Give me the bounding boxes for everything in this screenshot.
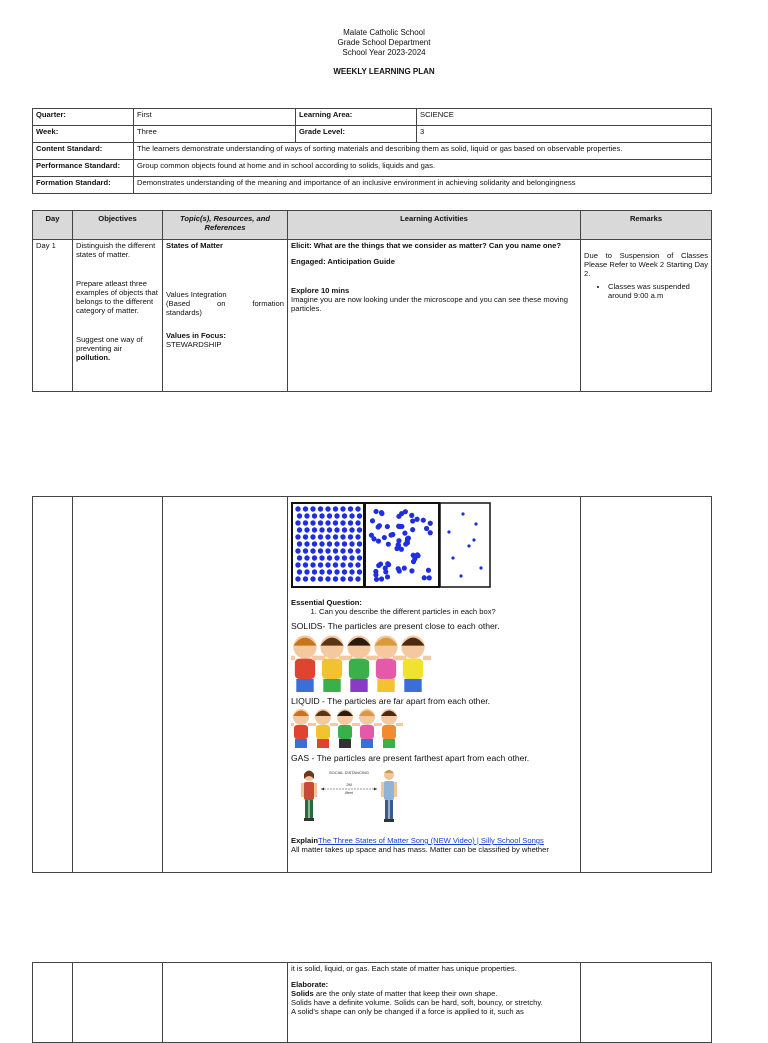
social-distancing-image [291,764,411,830]
arrow-right-icon [374,788,377,791]
solid-particle [297,541,302,546]
solid-particle [357,527,362,532]
solid-particle [334,541,339,546]
formation-standard-value: Demonstrates understanding of the meaning and importance of an inclusive environment in achieving solidarity and belongingness [134,177,712,194]
solid-particle [319,513,324,518]
solid-particle [348,548,353,553]
children-illustration [291,635,431,692]
liquid-particle [422,575,427,580]
solid-particle [334,527,339,532]
solid-particle [310,534,315,539]
formation-standard-label: Formation Standard: [33,177,134,194]
explain-label: Explain [291,836,319,845]
table-row [33,497,712,873]
child-icon [331,709,359,748]
continuation-table-2 [32,962,712,1043]
liquid-particle [370,518,375,523]
solid-particle [312,513,317,518]
activities-cell [288,963,581,1043]
school-name: Malate Catholic School [343,28,425,37]
solid-particle [334,569,339,574]
solid-particle [325,534,330,539]
child-icon [375,709,403,748]
objectives-cell [73,963,163,1043]
values-focus-value: STEWARDSHIP [166,340,222,349]
liquid-particle [376,538,381,543]
children-row-illustration [291,709,403,748]
day-cell [33,240,73,392]
day-header: Day [33,211,73,240]
based-on-3: formation [252,299,284,308]
explain-line [291,836,577,845]
school-year: School Year 2023-2024 [342,48,426,57]
gas-particle [472,538,475,541]
liquid-particle [382,535,387,540]
solid-particle [310,548,315,553]
children-group-image [291,632,431,694]
child-icon [393,635,431,692]
engaged-label: Engaged: Anticipation Guide [291,257,395,266]
solid-particle [348,520,353,525]
day-cell [33,963,73,1043]
solid-particle [295,520,300,525]
essential-question-label: Essential Question: [291,598,362,607]
solid-particle [355,534,360,539]
continued-text: it is solid, liquid, or gas. Each state of matter has unique properties. [291,964,517,973]
child-icon [291,635,325,692]
liquid-text: LIQUID - The particles are far apart from each other. [291,696,491,706]
solid-particle [310,562,315,567]
liquid-particle [428,530,433,535]
table-row [33,143,712,160]
solid-particle [340,506,345,511]
week-value: Three [134,126,296,143]
objective-3-text: Suggest one way of preventing air [76,335,143,353]
essential-question-1: 1. Can you describe the different particles in each box? [319,607,577,616]
remarks-bullet: • Classes was suspended around 9:00 a.m [608,282,708,300]
liquid-particle [383,566,388,571]
child-icon [309,709,337,748]
child-icon [312,635,353,692]
remarks-cell [581,497,712,873]
table-header-row [33,211,712,240]
solid-particle [319,569,324,574]
solid-particle [349,569,354,574]
liquid-particle [409,513,414,518]
remarks-text: Due to Suspension of Classes Please Refer to Week 2 Starting Day 2. [584,251,708,278]
objective-3-bold: pollution. [76,353,111,362]
solid-particle [355,506,360,511]
solid-particle [297,513,302,518]
solid-particle [319,541,324,546]
solid-particle [342,513,347,518]
particle-boxes-image [291,502,491,588]
content-standard-value: The learners demonstrate understanding of ways of sorting materials and describing them as solid, liquid or gas based on observable properties. [134,143,712,160]
remarks-cell [581,240,712,392]
grade-level-value: 3 [417,126,712,143]
solid-particle [295,534,300,539]
solid-particle [342,527,347,532]
based-on-line [166,299,284,308]
objectives-cell [73,240,163,392]
learning-area-value: SCIENCE [417,109,712,126]
solid-particle [333,576,338,581]
solid-particle [325,576,330,581]
child-icon [366,635,407,692]
solid-particle [333,548,338,553]
quarter-value: First [134,109,296,126]
info-table [32,108,712,194]
solid-particle [304,569,309,574]
explain-text: All matter takes up space and has mass. Matter can be classified by whether [291,845,549,854]
solid-particle [357,541,362,546]
objective-2: Prepare atleast three examples of objects that belongs to the different category of matter. [76,279,158,315]
liquid-particle [421,518,426,523]
solid-particle [303,506,308,511]
solid-particle [340,548,345,553]
liquid-particle [396,538,401,543]
solid-particle [348,576,353,581]
solid-particle [340,520,345,525]
table-row [33,240,712,392]
song-video-link[interactable]: The Three States of Matter Song (NEW Video) | Silly School Songs [318,836,544,845]
solid-particles [295,506,362,581]
solid-particle [304,541,309,546]
liquid-particle [402,531,407,536]
week-label: Week: [33,126,134,143]
liquid-particle [409,568,414,573]
values-focus-label: Values in Focus: [166,331,226,340]
liquid-particle [373,509,378,514]
liquid-particle [385,574,390,579]
explore-label: Explore 10 mins [291,286,350,295]
objective-1: Distinguish the different states of matter. [76,241,156,259]
liquid-particle [388,532,393,537]
solid-particle [303,562,308,567]
solid-particle [304,555,309,560]
topics-header: Topic(s), Resources, and References [163,211,288,240]
solid-particle [303,576,308,581]
remarks-cell [581,963,712,1043]
quarter-label: Quarter: [33,109,134,126]
document-header [0,28,768,77]
solid-particle [349,555,354,560]
solid-particle [295,548,300,553]
solid-particle [310,520,315,525]
content-standard-label: Content Standard: [33,143,134,160]
person-right-icon [381,770,397,822]
liquid-particle [397,568,402,573]
solid-particle [333,520,338,525]
solid-particle [295,576,300,581]
gas-particle [467,544,470,547]
performance-standard-value: Group common objects found at home and in school according to solids, liquids and gas. [134,160,712,177]
solid-particle [295,562,300,567]
solid-particle [357,569,362,574]
solid-particle [355,520,360,525]
objectives-header: Objectives [73,211,163,240]
child-icon [339,635,380,692]
solid-particle [297,555,302,560]
solid-particle [318,520,323,525]
solids-definition-text: are the only state of matter that keep their own shape. [313,989,498,998]
table-row [33,126,712,143]
performance-standard-label: Performance Standard: [33,160,134,177]
liquid-particle [379,510,384,515]
topics-cell [163,963,288,1043]
solids-definition [291,989,577,998]
liquid-particle [399,511,404,516]
liquid-particle [412,556,417,561]
solid-particle [318,576,323,581]
liquid-particle [385,561,390,566]
solid-particle [348,506,353,511]
remarks-header: Remarks [581,211,712,240]
solid-particle [340,534,345,539]
solid-particle [295,506,300,511]
solid-particle [312,555,317,560]
solid-particle [342,569,347,574]
remarks-list [584,282,708,300]
values-integration: Values Integration [166,290,227,299]
liquid-particle [405,540,410,545]
department-name: Grade School Department [337,38,431,47]
solid-particle [319,555,324,560]
grade-level-label: Grade Level: [296,126,417,143]
explore-text: Imagine you are now looking under the microscope and you can see these moving particles. [291,295,568,313]
gas-particle [459,574,462,577]
liquid-particle [385,524,390,529]
gas-text: GAS - The particles are present farthest apart from each other. [291,753,530,763]
liquid-particle [414,517,419,522]
child-icon [353,709,381,748]
distance-feet: 6feet [345,791,353,795]
solid-particle [333,506,338,511]
solid-particle [334,513,339,518]
solid-particle [357,513,362,518]
solid-particle [312,541,317,546]
children-row-image [291,707,411,751]
day-value: Day 1 [36,241,56,250]
solid-particle [342,555,347,560]
objective-3 [76,335,159,362]
solid-particle [325,520,330,525]
solid-particle [333,562,338,567]
solid-particle [303,520,308,525]
solid-particle [348,534,353,539]
topic-title: States of Matter [166,241,223,250]
standards-text: standards) [166,308,202,317]
essential-question-list [291,607,577,616]
solids-volume-text: Solids have a definite volume. Solids can be hard, soft, bouncy, or stretchy. [291,998,543,1007]
solid-particle [355,548,360,553]
solid-particle [304,513,309,518]
solid-particle [318,506,323,511]
person-left-icon [301,771,317,822]
social-distancing-label: SOCIAL DISTANCING [328,770,370,775]
solid-particle [310,576,315,581]
solid-particle [318,548,323,553]
solid-particle [349,527,354,532]
liquid-particle [377,523,382,528]
gas-particle [474,522,477,525]
solid-particle [349,513,354,518]
liquid-particle [398,524,403,529]
topics-cell [163,497,288,873]
liquid-particle [424,526,429,531]
liquid-particle [369,533,374,538]
solid-particle [357,555,362,560]
activities-cell [288,240,581,392]
solids-bold: Solids [291,989,314,998]
solid-particle [327,555,332,560]
document-title: WEEKLY LEARNING PLAN [333,67,435,76]
child-icon [291,709,315,748]
solid-particle [303,534,308,539]
solid-particle [355,576,360,581]
liquid-particle [374,577,379,582]
solid-particle [340,576,345,581]
solid-particle [312,527,317,532]
table-row [33,160,712,177]
solid-particle [327,527,332,532]
liquid-particle [427,575,432,580]
elicit-question: Elicit: What are the things that we consider as matter? Can you name one? [291,241,562,250]
solid-particle [297,527,302,532]
liquid-particle [376,563,381,568]
solids-text: SOLIDS- The particles are present close to each other. [291,621,500,631]
solid-particle [340,562,345,567]
solid-particle [297,569,302,574]
solid-particle [325,506,330,511]
liquid-particle [428,521,433,526]
liquid-particle [402,566,407,571]
solid-particle [327,541,332,546]
liquid-particle [379,576,384,581]
gas-particle-box [440,503,490,587]
gas-particle [451,556,454,559]
solid-particle [334,555,339,560]
solid-particle [325,562,330,567]
distance-meters: 2M [346,782,352,787]
solid-particle [327,513,332,518]
solid-particle [355,562,360,567]
solid-particle [312,569,317,574]
topics-cell [163,240,288,392]
day-cell [33,497,73,873]
solid-particle [319,527,324,532]
liquid-particle [410,527,415,532]
gas-particle [479,566,482,569]
activities-header: Learning Activities [288,211,581,240]
solid-particle [342,541,347,546]
solid-particle [310,506,315,511]
activities-cell [288,497,581,873]
arrow-left-icon [321,788,324,791]
gas-particle [461,512,464,515]
table-row [33,177,712,194]
table-row [33,109,712,126]
solid-particle [348,562,353,567]
based-on-1: (Based [166,299,191,308]
solid-particle [304,527,309,532]
solid-particle [333,534,338,539]
learning-area-label: Learning Area: [296,109,417,126]
liquid-particle [373,572,378,577]
solid-particle [303,548,308,553]
liquid-particle [386,542,391,547]
gas-particle [447,530,450,533]
solids-force-text: A solid's shape can only be changed if a force is applied to it, such as [291,1007,524,1016]
solid-particle [318,534,323,539]
based-on-2: on [216,299,226,308]
table-row [33,963,712,1043]
solid-particle [318,562,323,567]
solid-particle [349,541,354,546]
continuation-table [32,496,712,873]
objectives-cell [73,497,163,873]
solid-particle [327,569,332,574]
solid-particle [325,548,330,553]
plan-table [32,210,712,392]
liquid-particle [426,568,431,573]
elaborate-label: Elaborate: [291,980,329,989]
